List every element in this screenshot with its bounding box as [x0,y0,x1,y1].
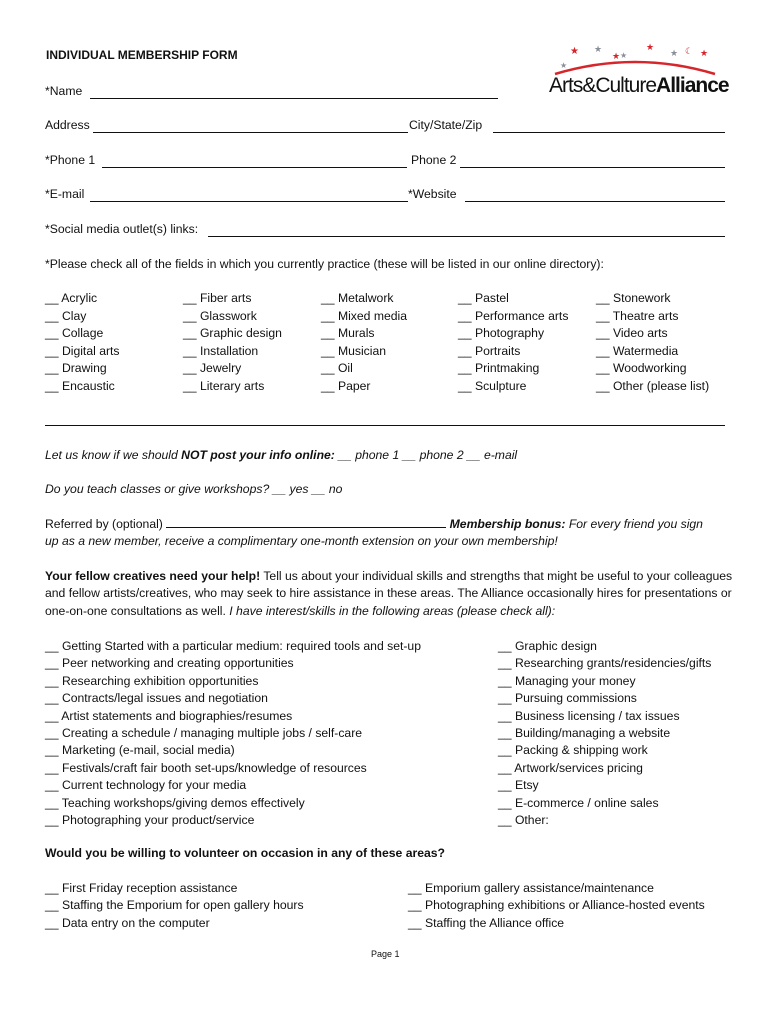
checkbox-item[interactable]: __ Collage [45,326,104,340]
bonus-label: Membership bonus: [446,517,566,531]
checkbox-item[interactable]: __ Printmaking [458,361,540,375]
no-post-line [45,448,517,462]
checkbox-item[interactable]: __ Getting Started with a particular medium: required tools and set-up [45,639,421,653]
checkbox-item[interactable]: __ Musician [321,343,387,358]
other-input-line[interactable] [45,425,725,426]
practice-column [458,290,568,395]
bonus-text: For every friend you sign [565,517,703,531]
checkbox-item[interactable]: __ Other (please list) [596,378,710,393]
checkbox-item[interactable]: __ Graphic design [183,326,282,340]
website-input[interactable] [465,201,725,202]
checkbox-item[interactable]: __ Pastel [458,291,509,305]
star-icon: ★ [700,48,709,58]
star-icon: ★ [620,51,628,60]
phone2-label: Phone 2 [411,153,457,167]
checkbox-item[interactable]: __ Drawing [45,361,107,375]
phone1-input[interactable] [102,167,407,168]
phone2-input[interactable] [460,167,725,168]
checkbox-item[interactable]: __ Packing & shipping work [498,743,648,758]
checkbox-item[interactable]: __ Murals [321,326,375,340]
checkbox-item[interactable]: __ Artist statements and biographies/resumes [45,708,293,723]
checkbox-item[interactable]: __ Marketing (e-mail, social media) [45,743,235,758]
checkbox-item[interactable]: __ Graphic design [498,639,597,653]
checkbox-item[interactable]: __ Watermedia [596,343,679,358]
no-post-options[interactable]: __ phone 1 __ phone 2 __ e-mail [334,448,518,462]
checkbox-item[interactable]: __ Teaching workshops/giving demos effectively [45,795,305,810]
checkbox-item[interactable]: __ Installation [183,343,259,358]
checkbox-item[interactable]: __ Emporium gallery assistance/maintenance [408,881,654,895]
social-input[interactable] [208,236,725,237]
star-icon: ★ [570,46,579,57]
checkbox-item[interactable]: __ Sculpture [458,378,527,393]
referred-line [45,516,703,531]
checkbox-item[interactable]: __ Photography [458,326,545,340]
skills-right-list [498,638,711,829]
bonus-text-line2: up as a new member, receive a complimentary one-month extension on your own membership! [45,534,558,548]
checkbox-item[interactable]: __ Creating a schedule / managing multiple jobs / self-care [45,725,363,740]
no-post-bold: NOT post your info online: [181,448,335,462]
checkbox-item[interactable]: __ Contracts/legal issues and negotiation [45,691,268,706]
checkbox-item[interactable]: __ Artwork/services pricing [498,760,643,775]
checkbox-item[interactable]: __ Acrylic [45,291,98,305]
checkbox-item[interactable]: __ Data entry on the computer [45,915,210,930]
practice-column [596,290,709,395]
checkbox-item[interactable]: __ Jewelry [183,361,242,375]
page-number: Page 1 [371,949,400,959]
help-bold: Your fellow creatives need your help! [45,569,261,583]
star-icon: ★ [560,61,568,70]
referred-label: Referred by (optional) [45,517,167,531]
skills-left-list [45,638,421,829]
help-italic: I have interest/skills in the following areas (please check all): [229,603,556,618]
checkbox-item[interactable]: __ Encaustic [45,378,115,393]
checkbox-item[interactable]: __ Managing your money [498,673,636,688]
name-label: *Name [45,84,83,98]
checkbox-item[interactable]: __ Building/managing a website [498,725,671,740]
checkbox-item[interactable]: __ Photographing exhibitions or Alliance-hosted events [408,898,705,913]
checkbox-item[interactable]: __ Video arts [596,326,668,340]
website-label: *Website [408,187,457,201]
logo-text-arts: Arts&Culture [549,74,657,97]
practice-column [321,290,407,395]
logo-text-alliance: Alliance [656,74,729,97]
practice-prompt: *Please check all of the fields in which you currently practice (these will be listed in our online directory): [45,257,604,271]
city-input[interactable] [493,132,725,133]
checkbox-item[interactable]: __ Researching grants/residencies/gifts [498,656,712,671]
volunteer-left-list [45,880,304,932]
help-text: Tell us about your individual skills and strengths that might be useful to your colleagues and fellow artists/creatives, who may seek to hire assistance in these areas. The Alliance occasionally hires for presentations or one-on-one consultations as well. [45,569,733,618]
city-label: City/State/Zip [409,118,483,132]
checkbox-item[interactable]: __ First Friday reception assistance [45,881,238,895]
checkbox-item[interactable]: __ Stonework [596,291,671,305]
checkbox-item[interactable]: __ Pursuing commissions [498,691,637,706]
email-label: *E-mail [45,187,85,201]
email-input[interactable] [90,201,408,202]
checkbox-item[interactable]: __ Digital arts [45,343,120,358]
star-icon: ★ [612,51,621,61]
checkbox-item[interactable]: __ Fiber arts [183,291,252,305]
checkbox-item[interactable]: __ Paper [321,378,371,393]
no-post-prefix: Let us know if we should [45,448,182,462]
checkbox-item[interactable]: __ Theatre arts [596,308,679,323]
checkbox-item[interactable]: __ Metalwork [321,291,394,305]
help-paragraph [45,568,735,620]
address-input[interactable] [93,132,408,133]
form-title: INDIVIDUAL MEMBERSHIP FORM [46,48,238,62]
moon-icon: ☾ [685,46,694,56]
practice-column [183,290,282,395]
logo-arc [555,62,715,74]
checkbox-item[interactable]: __ Clay [45,308,87,323]
volunteer-prompt: Would you be willing to volunteer on occasion in any of these areas? [45,846,445,860]
checkbox-item[interactable]: __ Staffing the Alliance office [408,915,565,930]
checkbox-item[interactable]: __ Researching exhibition opportunities [45,673,259,688]
star-icon: ★ [594,44,603,54]
social-label: *Social media outlet(s) links: [45,222,199,236]
checkbox-item[interactable]: __ E-commerce / online sales [498,795,659,810]
phone1-label: *Phone 1 [45,153,96,167]
checkbox-item[interactable]: __ Mixed media [321,308,408,323]
star-icon: ★ [670,48,679,58]
checkbox-item[interactable]: __ Business licensing / tax issues [498,708,680,723]
checkbox-item[interactable]: __ Peer networking and creating opportunities [45,656,294,671]
checkbox-item[interactable]: __ Woodworking [596,361,687,375]
checkbox-item[interactable]: __ Staffing the Emporium for open gallery hours [45,898,304,913]
practice-column [45,290,120,395]
checkbox-item[interactable]: __ Portraits [458,343,521,358]
star-icon: ★ [646,42,655,52]
address-label: Address [45,118,90,132]
checkbox-item[interactable]: __ Festivals/craft fair booth set-ups/knowledge of resources [45,760,367,775]
teach-question[interactable]: Do you teach classes or give workshops? __ yes __ no [45,482,343,496]
checkbox-item[interactable]: __ Literary arts [183,378,265,393]
referred-input[interactable] [166,516,446,528]
checkbox-item[interactable]: __ Photographing your product/service [45,812,255,827]
checkbox-item[interactable]: __ Glasswork [183,308,257,323]
checkbox-item[interactable]: __ Performance arts [458,308,569,323]
checkbox-item[interactable]: __ Oil [321,361,353,375]
volunteer-right-list [408,880,705,932]
checkbox-item[interactable]: __ Current technology for your media [45,778,247,793]
checkbox-item[interactable]: __ Etsy [498,778,539,793]
logo-text [549,74,729,98]
name-input[interactable] [90,98,498,99]
checkbox-item[interactable]: __ Other: [498,812,549,827]
